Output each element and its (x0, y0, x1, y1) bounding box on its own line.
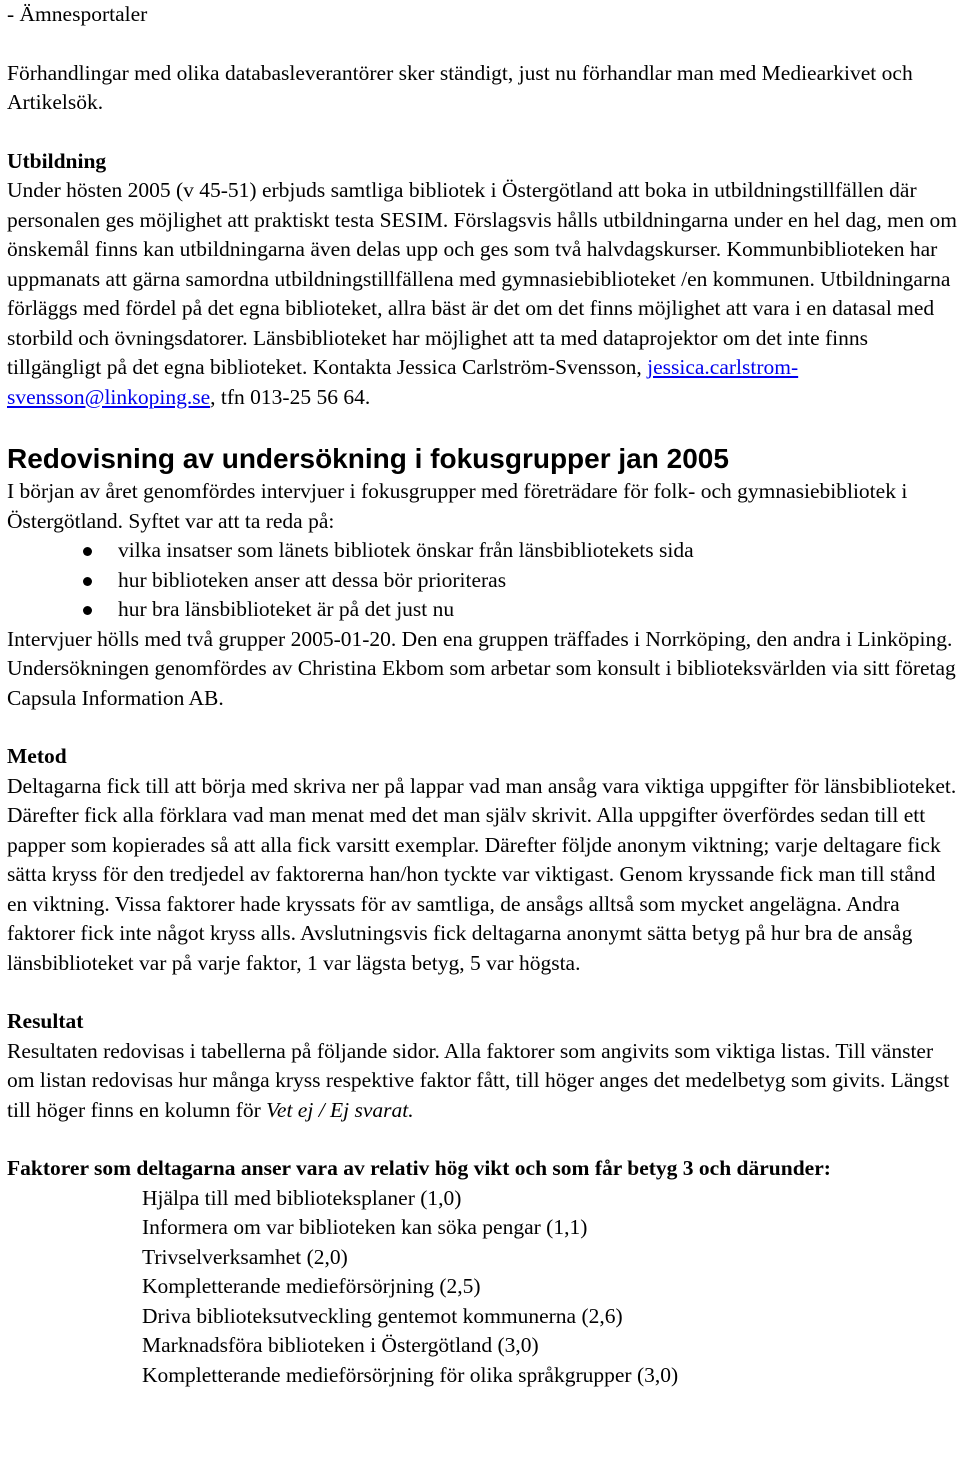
list-item: hur biblioteken anser att dessa bör prioriteras (7, 566, 960, 596)
report-intro: I början av året genomfördes intervjuer i fokusgrupper med företrädare för folk- och gymnasiebibliotek i Östergötland. Syftet var att ta reda på: (7, 479, 908, 533)
result-body: Resultaten redovisas i tabellerna på följande sidor. Alla faktorer som angivits som viktiga listas. Till vänster om listan redovisas hur många kryss respektive faktor fått, till höger anges det medelbetyg som givits. Längst till höger finns en kolumn för (7, 1038, 950, 1122)
list-item: Trivselverksamhet (2,0) (142, 1244, 348, 1269)
education-body: Under hösten 2005 (v 45-51) erbjuds samtliga bibliotek i Östergötland att boka in utbildningstillfällen där personalen ges möjlighet att praktiskt testa SESIM. Förslagsvis hålls utbildningarna under en hel dag, men om önskemål finns kan utbildningarna även delas upp och ges som två halvdagskurser. Kommunbiblioteken har uppmanats att gärna samordna utbildningstillfällena med gymnasiebiblioteket /en kommunen. Utbildningarna förläggs med fördel på det egna biblioteket, allra bäst är det om det finns möjlighet att vara i en datasal med storbild och övningsdatorer. Länsbiblioteket har möjlighet att ta med dataprojektor om det inte finns tillgängligt på det egna biblioteket. Kontakta Jessica Carlström-Svensson, (7, 178, 958, 379)
report-heading: Redovisning av undersökning i fokusgrupper jan 2005 (7, 443, 729, 474)
factors-heading: Faktorer som deltagarna anser vara av relativ hög vikt och som får betyg 3 och därunder: (7, 1156, 831, 1180)
report-outro: Intervjuer hölls med två grupper 2005-01-20. Den ena gruppen träffades i Norrköping, den andra i Linköping. Undersökningen genomfördes av Christina Ekbom som arbetar som konsult i biblioteksvärlden via sitt företag Capsula Information AB. (7, 626, 956, 710)
purpose-list (7, 536, 960, 625)
list-item: Driva biblioteksutveckling gentemot kommunerna (2,6) (142, 1303, 623, 1328)
list-item: hur bra länsbiblioteket är på det just nu (7, 595, 960, 625)
list-item-amnesportaler: - Ämnesportaler (7, 2, 148, 26)
education-heading: Utbildning (7, 148, 107, 173)
education-paragraph (7, 176, 960, 412)
list-item: vilka insatser som länets bibliotek önskar från länsbibliotekets sida (7, 536, 960, 566)
document-page (7, 0, 960, 1390)
email-link[interactable]: jessica.carlstrom-svensson@linkoping.se (7, 355, 799, 409)
bullet-icon (83, 577, 92, 586)
method-heading: Metod (7, 744, 67, 768)
list-item: Hjälpa till med biblioteksplaner (1,0) (142, 1185, 462, 1210)
result-heading: Resultat (7, 1009, 84, 1033)
phone-text: , tfn 013-25 56 64. (210, 384, 371, 409)
result-italic: Vet ej / Ej svarat. (266, 1097, 414, 1122)
method-paragraph: Deltagarna fick till att börja med skriva ner på lappar vad man ansåg vara viktiga uppgifter för länsbiblioteket. Därefter fick alla förklara vad man menat med det man själv skrivit. Alla uppgifter överfördes sedan till ett papper som kopierades så att alla fick varsitt exemplar. Därefter följde anonym viktning; varje deltagare fick sätta kryss för den tredjedel av faktorerna han/hon tyckte var viktigast. Genom kryssande fick man till stånd en viktning. Vissa faktorer hade kryssats för av samtliga, de ansågs alltså som mycket angelägna. Andra faktorer fick inte något kryss alls. Avslutningsvis fick deltagarna anonymt sätta betyg på hur bra de ansåg länsbiblioteket var på varje faktor, 1 var lägsta betyg, 5 var högsta. (7, 773, 957, 975)
bullet-icon (83, 606, 92, 615)
negotiation-paragraph: Förhandlingar med olika databasleverantörer sker ständigt, just nu förhandlar man med Mediearkivet och Artikelsök. (7, 60, 913, 114)
list-item: Informera om var biblioteken kan söka pengar (1,1) (142, 1215, 588, 1239)
result-paragraph (7, 1037, 960, 1126)
list-item: Kompletterande medieförsörjning för olika språkgrupper (3,0) (142, 1362, 679, 1387)
list-item: Kompletterande medieförsörjning (2,5) (142, 1274, 481, 1298)
factors-list (7, 1184, 960, 1391)
list-item: Marknadsföra biblioteken i Östergötland (3,0) (142, 1333, 539, 1357)
bullet-icon (83, 547, 92, 556)
